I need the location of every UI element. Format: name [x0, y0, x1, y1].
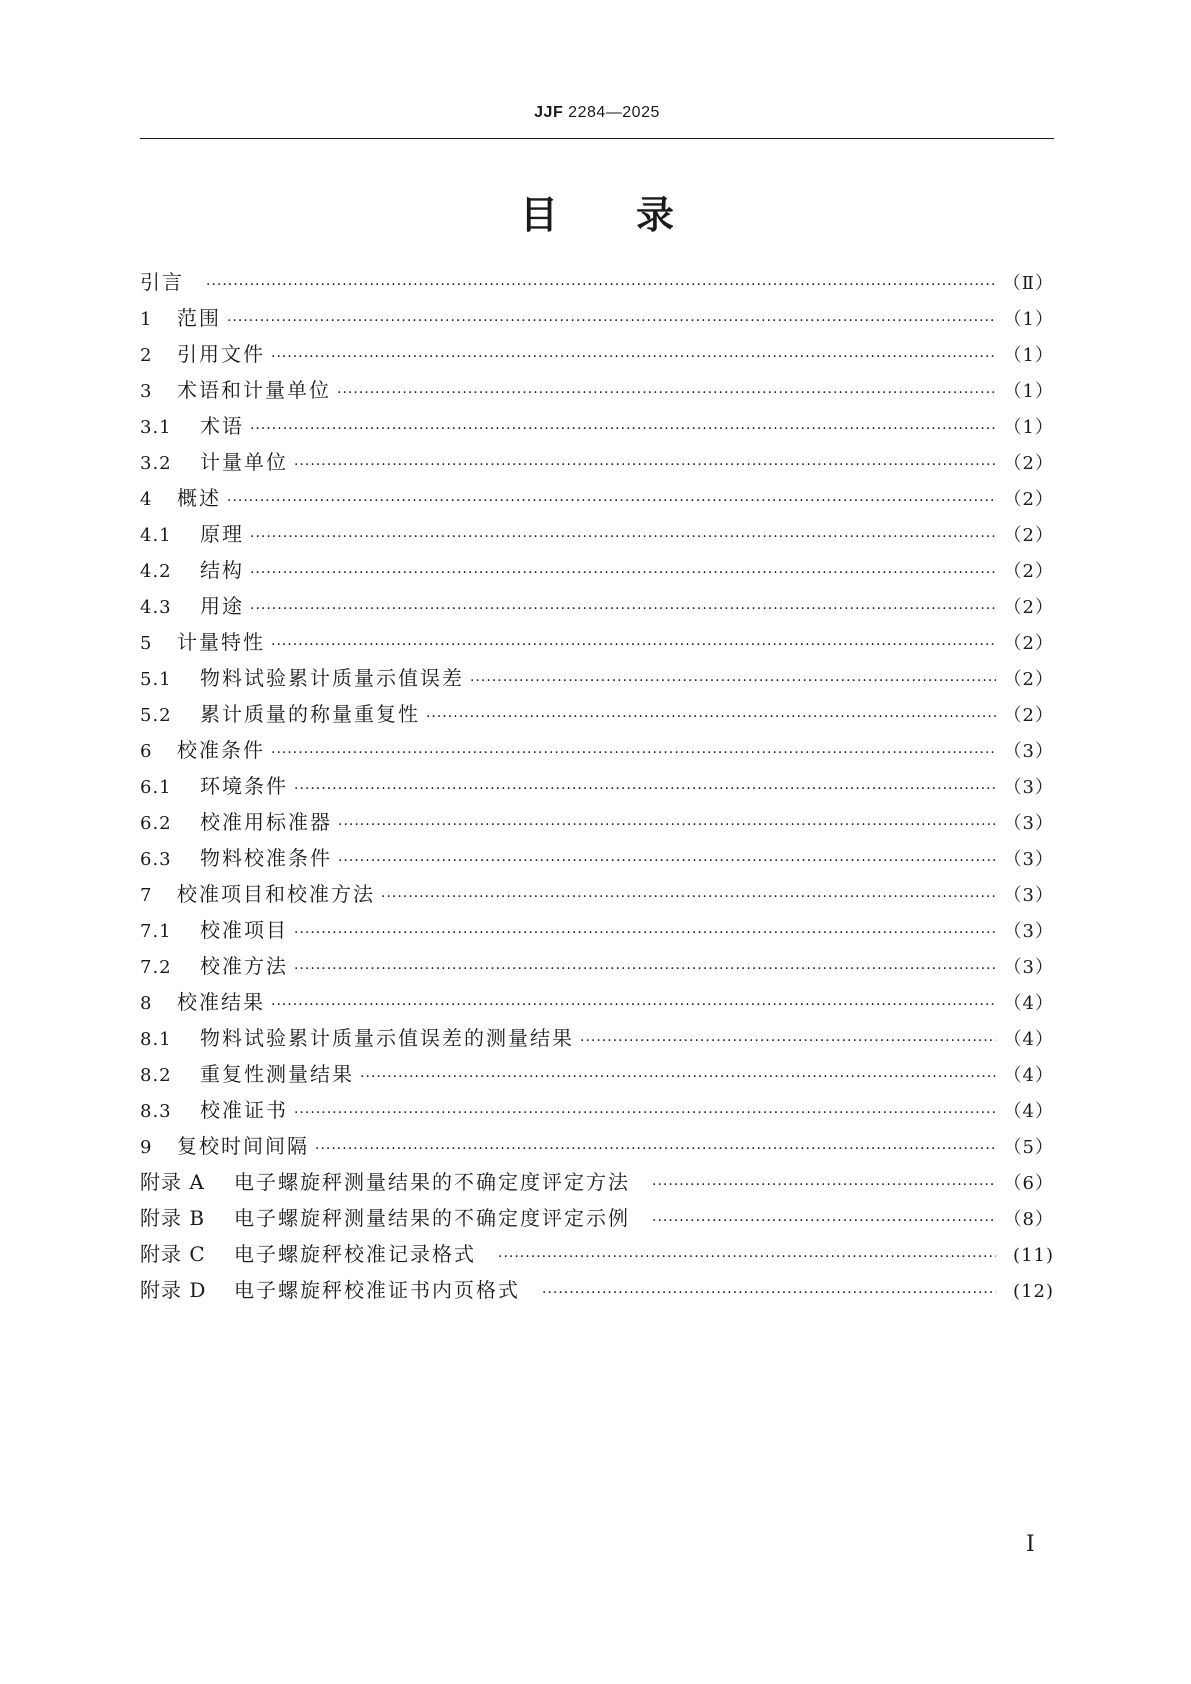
toc-entry[interactable] — [140, 588, 1054, 624]
toc-entry-number: 6 — [140, 741, 152, 762]
toc-entry-page: （2） — [1003, 669, 1054, 690]
toc-dot-leader — [271, 987, 996, 1023]
toc-entry[interactable] — [140, 948, 1054, 984]
toc-entry-page: （2） — [1003, 453, 1054, 474]
toc-entry-page: （1） — [1003, 381, 1054, 402]
toc-entry-page: （2） — [1003, 705, 1054, 726]
toc-entry-number: 3.2 — [140, 453, 172, 474]
toc-entry-number: 1 — [140, 309, 152, 330]
toc-entry-label: 概述 — [177, 486, 221, 510]
toc-entry-page: （1） — [1003, 309, 1054, 330]
toc-dot-leader — [470, 663, 996, 699]
toc-entry[interactable] — [140, 480, 1054, 516]
toc-entry-label: 校准项目 — [200, 918, 288, 942]
toc-dot-leader — [294, 951, 996, 987]
toc-dot-leader — [294, 447, 996, 483]
toc-entry[interactable] — [140, 372, 1054, 408]
toc-entry[interactable] — [140, 516, 1054, 552]
toc-dot-leader — [294, 915, 996, 951]
toc-entry-page: （3） — [1003, 777, 1054, 798]
toc-entry-label: 环境条件 — [200, 774, 288, 798]
toc-entry-number: 2 — [140, 345, 152, 366]
toc-entry-number: 6.2 — [140, 813, 172, 834]
toc-entry-number: 附录 D — [140, 1278, 207, 1302]
toc-entry-label: 校准证书 — [200, 1098, 288, 1122]
toc-entry[interactable] — [140, 408, 1054, 444]
toc-entry[interactable] — [140, 1128, 1054, 1164]
toc-dot-leader — [227, 303, 996, 339]
toc-entry-number: 6.3 — [140, 849, 172, 870]
toc-entry-label: 重复性测量结果 — [200, 1062, 354, 1086]
toc-entry-page: （2） — [1003, 525, 1054, 546]
toc-dot-leader — [271, 627, 996, 663]
toc-entry-page: （3） — [1003, 885, 1054, 906]
toc-entry-page: (12) — [1013, 1281, 1054, 1302]
toc-entry-page: （1） — [1003, 345, 1054, 366]
toc-entry-page: （3） — [1003, 813, 1054, 834]
toc-entry-label: 术语 — [200, 414, 244, 438]
toc-entry[interactable] — [140, 552, 1054, 588]
toc-entry-label: 电子螺旋秤校准证书内页格式 — [234, 1278, 520, 1302]
toc-entry[interactable] — [140, 1236, 1054, 1272]
toc-entry[interactable] — [140, 444, 1054, 480]
toc-entry-page: （1） — [1003, 417, 1054, 438]
toc-entry-label: 引言 — [140, 270, 184, 294]
toc-entry[interactable] — [140, 300, 1054, 336]
toc-entry-label: 引用文件 — [177, 342, 265, 366]
toc-entry-number: 4 — [140, 489, 152, 510]
toc-entry[interactable] — [140, 732, 1054, 768]
toc-entry-label: 校准条件 — [177, 738, 265, 762]
toc-entry-number: 6.1 — [140, 777, 172, 798]
toc-dot-leader — [652, 1167, 996, 1203]
toc-dot-leader — [250, 519, 996, 555]
toc-dot-leader — [271, 735, 996, 771]
toc-dot-leader — [337, 375, 996, 411]
toc-entry[interactable] — [140, 984, 1054, 1020]
toc-entry-page: （2） — [1003, 489, 1054, 510]
toc-entry-number: 5 — [140, 633, 152, 654]
toc-entry-number: 9 — [140, 1137, 152, 1158]
toc-entry-label: 累计质量的称量重复性 — [200, 702, 420, 726]
toc-entry-label: 术语和计量单位 — [177, 378, 331, 402]
toc-entry-page: （4） — [1003, 993, 1054, 1014]
toc-entry-number: 5.1 — [140, 669, 172, 690]
toc-dot-leader — [542, 1275, 996, 1311]
toc-entry-page: (11) — [1013, 1245, 1054, 1266]
toc-entry[interactable] — [140, 1056, 1054, 1092]
toc-dot-leader — [294, 1095, 996, 1131]
toc-entry-page: （3） — [1003, 741, 1054, 762]
toc-entry-label: 校准结果 — [177, 990, 265, 1014]
toc-dot-leader — [250, 555, 996, 591]
toc-entry-label: 计量特性 — [177, 630, 265, 654]
toc-entry-label: 物料试验累计质量示值误差 — [200, 666, 464, 690]
toc-entry-label: 电子螺旋秤测量结果的不确定度评定示例 — [234, 1206, 630, 1230]
toc-entry-label: 物料试验累计质量示值误差的测量结果 — [200, 1026, 574, 1050]
toc-dot-leader — [381, 879, 996, 915]
toc-entry-number: 4.2 — [140, 561, 172, 582]
toc-entry-page: （3） — [1003, 849, 1054, 870]
toc-entry[interactable] — [140, 768, 1054, 804]
toc-dot-leader — [206, 267, 996, 303]
toc-entry-label: 物料校准条件 — [200, 846, 332, 870]
header-rule — [140, 138, 1054, 139]
toc-entry-number: 7.2 — [140, 957, 172, 978]
toc-entry-label: 校准方法 — [200, 954, 288, 978]
toc-entry-page: （2） — [1003, 633, 1054, 654]
toc-entry[interactable] — [140, 660, 1054, 696]
toc-entry[interactable] — [140, 264, 1054, 300]
toc-entry-page: （2） — [1003, 561, 1054, 582]
toc-entry-page: （Ⅱ） — [1002, 273, 1054, 294]
toc-entry[interactable] — [140, 840, 1054, 876]
toc-dot-leader — [426, 699, 996, 735]
toc-entry[interactable] — [140, 1200, 1054, 1236]
toc-entry[interactable] — [140, 804, 1054, 840]
toc-dot-leader — [652, 1203, 996, 1239]
toc-entry-number: 8.2 — [140, 1065, 172, 1086]
toc-entry[interactable] — [140, 1164, 1054, 1200]
toc-entry-label: 校准用标准器 — [200, 810, 332, 834]
toc-entry[interactable] — [140, 912, 1054, 948]
toc-dot-leader — [227, 483, 996, 519]
toc-dot-leader — [271, 339, 996, 375]
toc-entry-number: 3.1 — [140, 417, 172, 438]
toc-entry-number: 7.1 — [140, 921, 172, 942]
toc-entry-number: 5.2 — [140, 705, 172, 726]
toc-entry-number: 4.3 — [140, 597, 172, 618]
toc-entry-number: 附录 B — [140, 1206, 206, 1230]
toc-dot-leader — [338, 807, 996, 843]
toc-entry-number: 4.1 — [140, 525, 172, 546]
running-header — [140, 104, 1054, 122]
page-title: 目录 — [519, 193, 752, 237]
toc-entry-number: 8 — [140, 993, 152, 1014]
toc-entry-label: 复校时间间隔 — [177, 1134, 309, 1158]
toc-entry-page: （4） — [1003, 1029, 1054, 1050]
toc-entry-number: 附录 A — [140, 1170, 205, 1194]
toc-dot-leader — [360, 1059, 996, 1095]
toc-entry-label: 结构 — [200, 558, 244, 582]
toc-entry-label: 原理 — [200, 522, 244, 546]
toc-entry-label: 用途 — [200, 594, 244, 618]
toc-entry-number: 8.3 — [140, 1101, 172, 1122]
table-of-contents — [140, 264, 1054, 1308]
toc-dot-leader — [250, 411, 996, 447]
standard-code-prefix: JJF — [534, 104, 564, 121]
toc-entry[interactable] — [140, 1092, 1054, 1128]
toc-entry-label: 校准项目和校准方法 — [177, 882, 375, 906]
toc-entry-number: 附录 C — [140, 1242, 206, 1266]
standard-code-number: 2284—2025 — [568, 104, 660, 121]
toc-entry[interactable] — [140, 1272, 1054, 1308]
toc-entry-page: （2） — [1003, 597, 1054, 618]
toc-entry-page: （4） — [1003, 1101, 1054, 1122]
toc-entry-page: （3） — [1003, 921, 1054, 942]
toc-entry-number: 8.1 — [140, 1029, 172, 1050]
toc-dot-leader — [294, 771, 996, 807]
toc-entry-label: 电子螺旋秤测量结果的不确定度评定方法 — [234, 1170, 630, 1194]
toc-entry-page: （8） — [1003, 1209, 1054, 1230]
toc-entry[interactable] — [140, 696, 1054, 732]
toc-dot-leader — [338, 843, 996, 879]
toc-entry-number: 3 — [140, 381, 152, 402]
toc-entry[interactable] — [140, 624, 1054, 660]
toc-dot-leader — [250, 591, 996, 627]
toc-entry[interactable] — [140, 336, 1054, 372]
toc-entry[interactable] — [140, 1020, 1054, 1056]
toc-entry-page: （5） — [1003, 1137, 1054, 1158]
toc-entry-label: 计量单位 — [200, 450, 288, 474]
page-number: I — [1026, 1532, 1035, 1557]
toc-entry-number: 7 — [140, 885, 152, 906]
toc-entry-label: 电子螺旋秤校准记录格式 — [234, 1242, 476, 1266]
toc-dot-leader — [580, 1023, 996, 1059]
toc-entry-page: （6） — [1003, 1173, 1054, 1194]
toc-dot-leader — [315, 1131, 996, 1167]
toc-entry-page: （3） — [1003, 957, 1054, 978]
toc-entry[interactable] — [140, 876, 1054, 912]
toc-dot-leader — [498, 1239, 996, 1275]
toc-entry-page: （4） — [1003, 1065, 1054, 1086]
toc-entry-label: 范围 — [177, 306, 221, 330]
